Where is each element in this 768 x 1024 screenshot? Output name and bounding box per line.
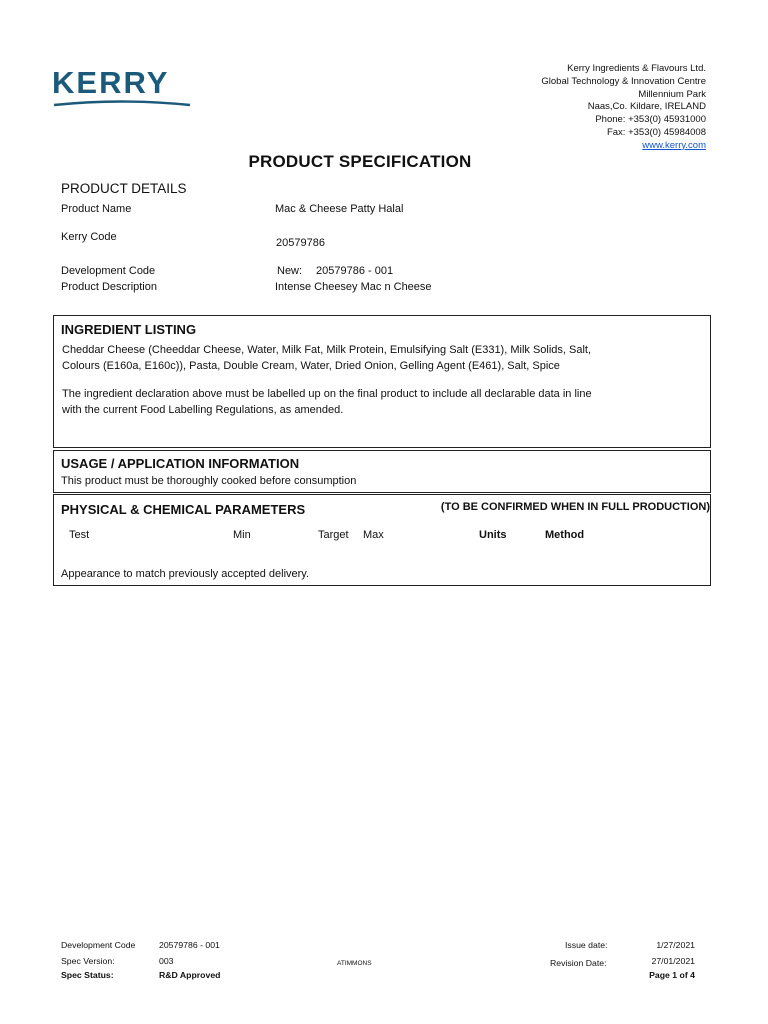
col-units: Units xyxy=(479,529,507,541)
footer-dev-code-value: 20579786 - 001 xyxy=(159,940,220,950)
production-note: (TO BE CONFIRMED WHEN IN FULL PRODUCTION) xyxy=(440,501,710,513)
footer-dev-code-label: Development Code xyxy=(61,940,136,950)
col-method: Method xyxy=(545,529,585,541)
author-name: ATIMMONS xyxy=(337,960,372,967)
kerry-code-value: 20579786 xyxy=(276,237,325,249)
page-number: Page 1 of 4 xyxy=(649,970,695,980)
spec-status-value: R&D Approved xyxy=(159,970,221,980)
company-park: Millennium Park xyxy=(638,88,706,100)
product-description-label: Product Description xyxy=(61,281,157,293)
usage-box xyxy=(53,450,711,493)
revision-date-label: Revision Date: xyxy=(550,958,607,968)
ingredient-listing-box xyxy=(53,315,711,448)
document-title: PRODUCT SPECIFICATION xyxy=(248,152,472,171)
company-centre: Global Technology & Innovation Centre xyxy=(541,75,706,87)
physical-chemical-box xyxy=(53,494,711,586)
ingredient-note-line-2: with the current Food Labelling Regulations, as amended. xyxy=(62,404,344,416)
dev-code-prefix: New: xyxy=(277,265,303,277)
revision-date-value: 27/01/2021 xyxy=(651,956,695,966)
physical-chemical-heading: PHYSICAL & CHEMICAL PARAMETERS xyxy=(61,502,306,517)
spec-version-label: Spec Version: xyxy=(61,956,115,966)
usage-heading: USAGE / APPLICATION INFORMATION xyxy=(61,456,300,471)
ingredient-line-1: Cheddar Cheese (Cheeddar Cheese, Water, Milk Fat, Milk Protein, Emulsifying Salt (E331), Milk Solids, Salt, xyxy=(62,344,592,356)
product-details-heading: PRODUCT DETAILS xyxy=(61,181,187,196)
col-min: Min xyxy=(233,529,251,541)
dev-code-value: 20579786 - 001 xyxy=(316,265,394,277)
spec-version-value: 003 xyxy=(159,956,174,966)
product-description-value: Intense Cheesey Mac n Cheese xyxy=(275,281,432,293)
logo-wordmark: KERRY xyxy=(52,65,170,100)
ingredient-list-text xyxy=(62,342,702,374)
product-name-label: Product Name xyxy=(61,203,132,215)
appearance-text: Appearance to match previously accepted delivery. xyxy=(61,568,310,580)
dev-code-label: Development Code xyxy=(61,265,156,277)
logo-swoosh-icon xyxy=(52,99,192,107)
company-location: Naas,Co. Kildare, IRELAND xyxy=(587,101,706,113)
company-name: Kerry Ingredients & Flavours Ltd. xyxy=(567,63,706,74)
company-phone: Phone: +353(0) 45931000 xyxy=(595,114,706,126)
ingredient-listing-heading: INGREDIENT LISTING xyxy=(61,322,197,337)
kerry-logo xyxy=(52,65,192,107)
usage-text: This product must be thoroughly cooked before consumption xyxy=(61,475,357,487)
company-website-link[interactable]: www.kerry.com xyxy=(642,139,706,151)
issue-date-label: Issue date: xyxy=(565,940,608,950)
company-address xyxy=(541,63,706,153)
ingredient-note-line-1: The ingredient declaration above must be labelled up on the final product to include all declarable data in line xyxy=(62,388,592,400)
col-target: Target xyxy=(318,529,349,541)
product-name-value: Mac & Cheese Patty Halal xyxy=(275,203,404,215)
col-max: Max xyxy=(363,529,384,541)
company-fax: Fax: +353(0) 45984008 xyxy=(606,126,706,138)
kerry-code-label: Kerry Code xyxy=(61,231,117,243)
spec-status-label: Spec Status: xyxy=(61,970,114,980)
col-test: Test xyxy=(69,529,90,541)
issue-date-value: 1/27/2021 xyxy=(656,940,695,950)
ingredient-line-2: Colours (E160a, E160c)), Pasta, Double Cream, Water, Dried Onion, Gelling Agent (E461), Salt, Spice xyxy=(62,360,560,372)
ingredient-note xyxy=(62,386,702,418)
